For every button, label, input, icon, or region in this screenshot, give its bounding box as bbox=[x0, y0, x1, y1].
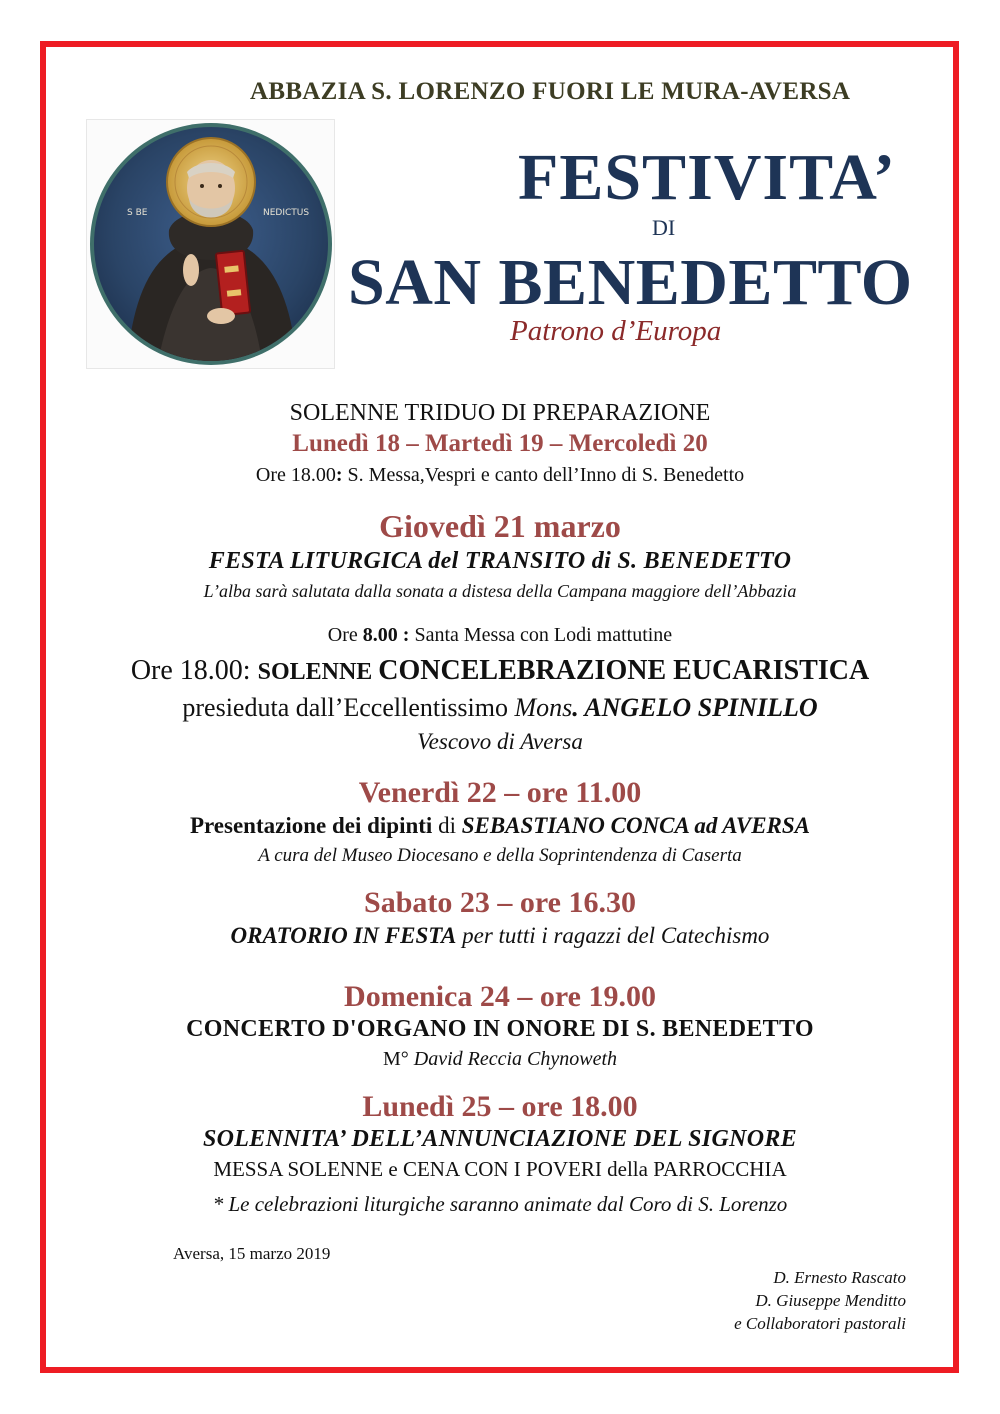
ore18-prefix: Ore 18.00: bbox=[130, 655, 258, 686]
lunedi-date: Lunedì 25 – ore 18.00 bbox=[362, 1090, 638, 1123]
mons-text: Mons bbox=[514, 693, 573, 722]
triduo-time-desc: S. Messa,Vespri e canto dell’Inno di S. Benedetto bbox=[342, 464, 745, 486]
venerdi-pres-bold: Presentazione dei dipinti bbox=[189, 813, 433, 838]
presieduta-text: presieduta dall’Eccellentissimo bbox=[182, 693, 515, 722]
title-san-benedetto: SAN BENEDETTO bbox=[348, 246, 913, 319]
lunedi-solennita: SOLENNITA’ DELL’ANNUNCIAZIONE DEL SIGNORE bbox=[203, 1126, 797, 1152]
ore18-title: CONCELEBRAZIONE EUCARISTICA bbox=[378, 655, 870, 686]
title-di: DI bbox=[652, 215, 676, 240]
venerdi-date: Venerdì 22 – ore 11.00 bbox=[358, 776, 642, 809]
saint-benedict-icon bbox=[87, 120, 334, 368]
venerdi-note: A cura del Museo Diocesano e della Soprintendenza di Caserta bbox=[258, 845, 742, 866]
place-date: Aversa, 15 marzo 2019 bbox=[173, 1244, 331, 1263]
ore18-solenne: SOLENNE bbox=[257, 659, 379, 685]
domenica-date: Domenica 24 – ore 19.00 bbox=[344, 980, 656, 1013]
title-festivita: FESTIVITA’ bbox=[518, 141, 896, 214]
triduo-heading: SOLENNE TRIDUO DI PREPARAZIONE bbox=[289, 400, 711, 426]
domenica-concert: CONCERTO D'ORGANO IN ONORE DI S. BENEDETTO bbox=[186, 1016, 814, 1042]
ore8-prefix: Ore bbox=[327, 624, 363, 646]
signature-rascato: D. Ernesto Rascato bbox=[773, 1268, 906, 1287]
lunedi-messa: MESSA SOLENNE e CENA CON I POVERI della PARROCCHIA bbox=[213, 1157, 787, 1181]
venerdi-pres-it: SEBASTIANO CONCA ad AVERSA bbox=[461, 813, 811, 838]
triduo-dates: Lunedì 18 – Martedì 19 – Mercoledì 20 bbox=[292, 430, 708, 457]
sabato-line bbox=[0, 923, 1000, 949]
venerdi-pres-di: di bbox=[432, 813, 462, 838]
triduo-time-label: Ore 18.00 bbox=[255, 464, 336, 486]
triduo-time bbox=[0, 464, 1000, 487]
giovedi-date: Giovedì 21 marzo bbox=[379, 508, 621, 544]
saint-portrait bbox=[86, 119, 335, 369]
giovedi-ore18 bbox=[0, 655, 1000, 687]
subtitle-patrono: Patrono d’Europa bbox=[510, 315, 722, 347]
domenica-maestro bbox=[0, 1048, 1000, 1071]
giovedi-note: L’alba sarà salutata dalla sonata a distesa della Campana maggiore dell’Abbazia bbox=[203, 581, 797, 601]
sabato-rest: per tutti i ragazzi del Catechismo bbox=[456, 923, 770, 948]
portrait-caption-left: S BE bbox=[127, 208, 148, 218]
ore8-desc: Santa Messa con Lodi mattutine bbox=[409, 624, 673, 646]
bishop-name: ANGELO SPINILLO bbox=[578, 693, 818, 722]
ore8-time: 8.00 : bbox=[362, 624, 410, 646]
bishop-title: Vescovo di Aversa bbox=[417, 729, 583, 754]
giovedi-ore8 bbox=[0, 624, 1000, 647]
giovedi-presieduta bbox=[0, 693, 1000, 723]
venerdi-presentazione bbox=[0, 813, 1000, 839]
abbey-header: ABBAZIA S. LORENZO FUORI LE MURA-AVERSA bbox=[250, 78, 851, 105]
sabato-oratorio: ORATORIO IN FESTA bbox=[230, 923, 457, 948]
triduo-time-sep: : bbox=[335, 464, 343, 486]
signature-menditto: D. Giuseppe Menditto bbox=[755, 1291, 906, 1310]
maestro-prefix: M° bbox=[382, 1048, 414, 1070]
maestro-name: David Reccia Chynoweth bbox=[413, 1048, 618, 1070]
signature-collaboratori: e Collaboratori pastorali bbox=[734, 1314, 906, 1333]
portrait-caption-right: NEDICTUS bbox=[263, 208, 310, 218]
lunedi-coro: * Le celebrazioni liturgiche saranno animate dal Coro di S. Lorenzo bbox=[212, 1192, 788, 1216]
giovedi-feast: FESTA LITURGICA del TRANSITO di S. BENEDETTO bbox=[208, 548, 792, 574]
sabato-date: Sabato 23 – ore 16.30 bbox=[364, 886, 636, 919]
mons-dot: . bbox=[572, 693, 579, 722]
